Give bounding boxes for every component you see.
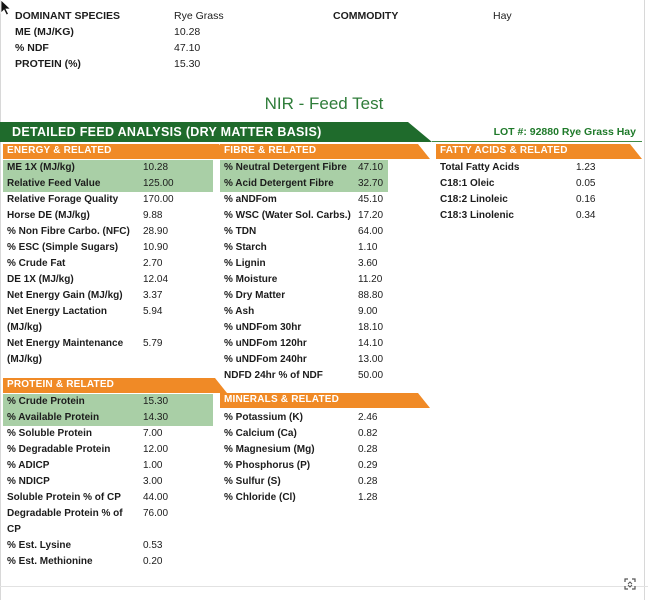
- lot-underline: [432, 141, 642, 142]
- dominant-species-label: DOMINANT SPECIES: [15, 10, 121, 22]
- energy-row: % ESC (Simple Sugars) 10.90: [7, 242, 169, 253]
- energy-section-header: [3, 144, 231, 159]
- mineral-row: % Chloride (Cl) 1.28: [224, 492, 378, 503]
- ndf-label: % NDF: [15, 42, 49, 54]
- fibre-section-header: [220, 144, 430, 159]
- me-label: ME (MJ/KG): [15, 26, 74, 38]
- energy-row: Net Energy Maintenance (MJ/kg) 5.79: [7, 338, 163, 365]
- commodity-label: COMMODITY: [333, 10, 399, 22]
- energy-row: DE 1X (MJ/kg) 12.04: [7, 274, 169, 285]
- mineral-row: % Calcium (Ca) 0.82: [224, 428, 378, 439]
- energy-row: % Non Fibre Carbo. (NFC) 28.90: [7, 226, 169, 237]
- energy-row: Relative Forage Quality 170.00: [7, 194, 174, 205]
- fatty-section-header: [436, 144, 642, 159]
- ndf-value: 47.10: [174, 42, 201, 54]
- fibre-row: % uNDFom 240hr 13.00: [224, 354, 384, 365]
- protein-label: PROTEIN (%): [15, 58, 81, 70]
- fatty-heading: FATTY ACIDS & RELATED: [440, 145, 568, 156]
- mineral-row: % Magnesium (Mg) 0.28: [224, 444, 378, 455]
- fibre-row: % Dry Matter 88.80: [224, 290, 384, 301]
- dominant-species-value: Rye Grass: [174, 10, 224, 22]
- mineral-row: % Phosphorus (P) 0.29: [224, 460, 378, 471]
- protein-value: 15.30: [174, 58, 201, 70]
- detail-heading: DETAILED FEED ANALYSIS (DRY MATTER BASIS): [12, 125, 322, 139]
- energy-row: % Crude Fat 2.70: [7, 258, 163, 269]
- protein-row: % Crude Protein 15.30: [3, 394, 213, 410]
- energy-row: Relative Feed Value 125.00: [3, 176, 213, 192]
- page-edge-left: [0, 0, 1, 600]
- fibre-row: % aNDFom 45.10: [224, 194, 384, 205]
- mineral-row: % Sulfur (S) 0.28: [224, 476, 378, 487]
- protein-row: Soluble Protein % of CP 44.00: [7, 492, 169, 503]
- fibre-row: % Moisture 11.20: [224, 274, 383, 285]
- fibre-row: % Lignin 3.60: [224, 258, 378, 269]
- fatty-acid-row: C18:3 Linolenic 0.34: [440, 210, 596, 221]
- fibre-row: % Ash 9.00: [224, 306, 378, 317]
- protein-heading: PROTEIN & RELATED: [7, 379, 115, 390]
- lot-number: LOT #: 92880 Rye Grass Hay: [493, 126, 636, 138]
- minerals-section-header: [220, 393, 430, 408]
- protein-row: Degradable Protein % of CP 76.00: [7, 508, 169, 535]
- fibre-heading: FIBRE & RELATED: [224, 145, 317, 156]
- page-edge-bottom: [0, 586, 648, 587]
- protein-row: % Est. Methionine 0.20: [7, 556, 163, 567]
- fibre-row: % uNDFom 30hr 18.10: [224, 322, 384, 333]
- fibre-row: % TDN 64.00: [224, 226, 384, 237]
- fibre-row: % Acid Detergent Fibre 32.70: [220, 176, 388, 192]
- fibre-row: % Starch 1.10: [224, 242, 378, 253]
- fibre-row: % WSC (Water Sol. Carbs.) 17.20: [224, 210, 384, 221]
- protein-row: % Soluble Protein 7.00: [7, 428, 163, 439]
- fatty-acid-row: C18:2 Linoleic 0.16: [440, 194, 596, 205]
- report-title: NIR - Feed Test: [264, 94, 384, 113]
- protein-section-header: [3, 378, 227, 393]
- energy-heading: ENERGY & RELATED: [7, 145, 112, 156]
- energy-row: Horse DE (MJ/kg) 9.88: [7, 210, 163, 221]
- energy-row: ME 1X (MJ/kg) 10.28: [3, 160, 213, 176]
- protein-row: % NDICP 3.00: [7, 476, 163, 487]
- energy-row: Net Energy Lactation (MJ/kg) 5.94: [7, 306, 163, 333]
- me-value: 10.28: [174, 26, 201, 38]
- protein-row: % Available Protein 14.30: [3, 410, 213, 426]
- commodity-value: Hay: [493, 10, 512, 22]
- protein-row: % Est. Lysine 0.53: [7, 540, 163, 551]
- fibre-row: % uNDFom 120hr 14.10: [224, 338, 384, 349]
- fibre-row: NDFD 24hr % of NDF 50.00: [224, 370, 384, 381]
- energy-row: Net Energy Gain (MJ/kg) 3.37: [7, 290, 163, 301]
- detail-heading-bar: [0, 122, 432, 142]
- mineral-row: % Potassium (K) 2.46: [224, 412, 378, 423]
- page-edge-right: [644, 0, 645, 600]
- cursor-arrow-icon: [0, 0, 12, 16]
- fatty-acid-row: C18:1 Oleic 0.05: [440, 178, 596, 189]
- minerals-heading: MINERALS & RELATED: [224, 394, 340, 405]
- scroll-capture-icon[interactable]: [624, 578, 636, 590]
- protein-row: % ADICP 1.00: [7, 460, 163, 471]
- fibre-row: % Neutral Detergent Fibre 47.10: [220, 160, 388, 176]
- protein-row: % Degradable Protein 12.00: [7, 444, 169, 455]
- fatty-acid-row: Total Fatty Acids 1.23: [440, 162, 596, 173]
